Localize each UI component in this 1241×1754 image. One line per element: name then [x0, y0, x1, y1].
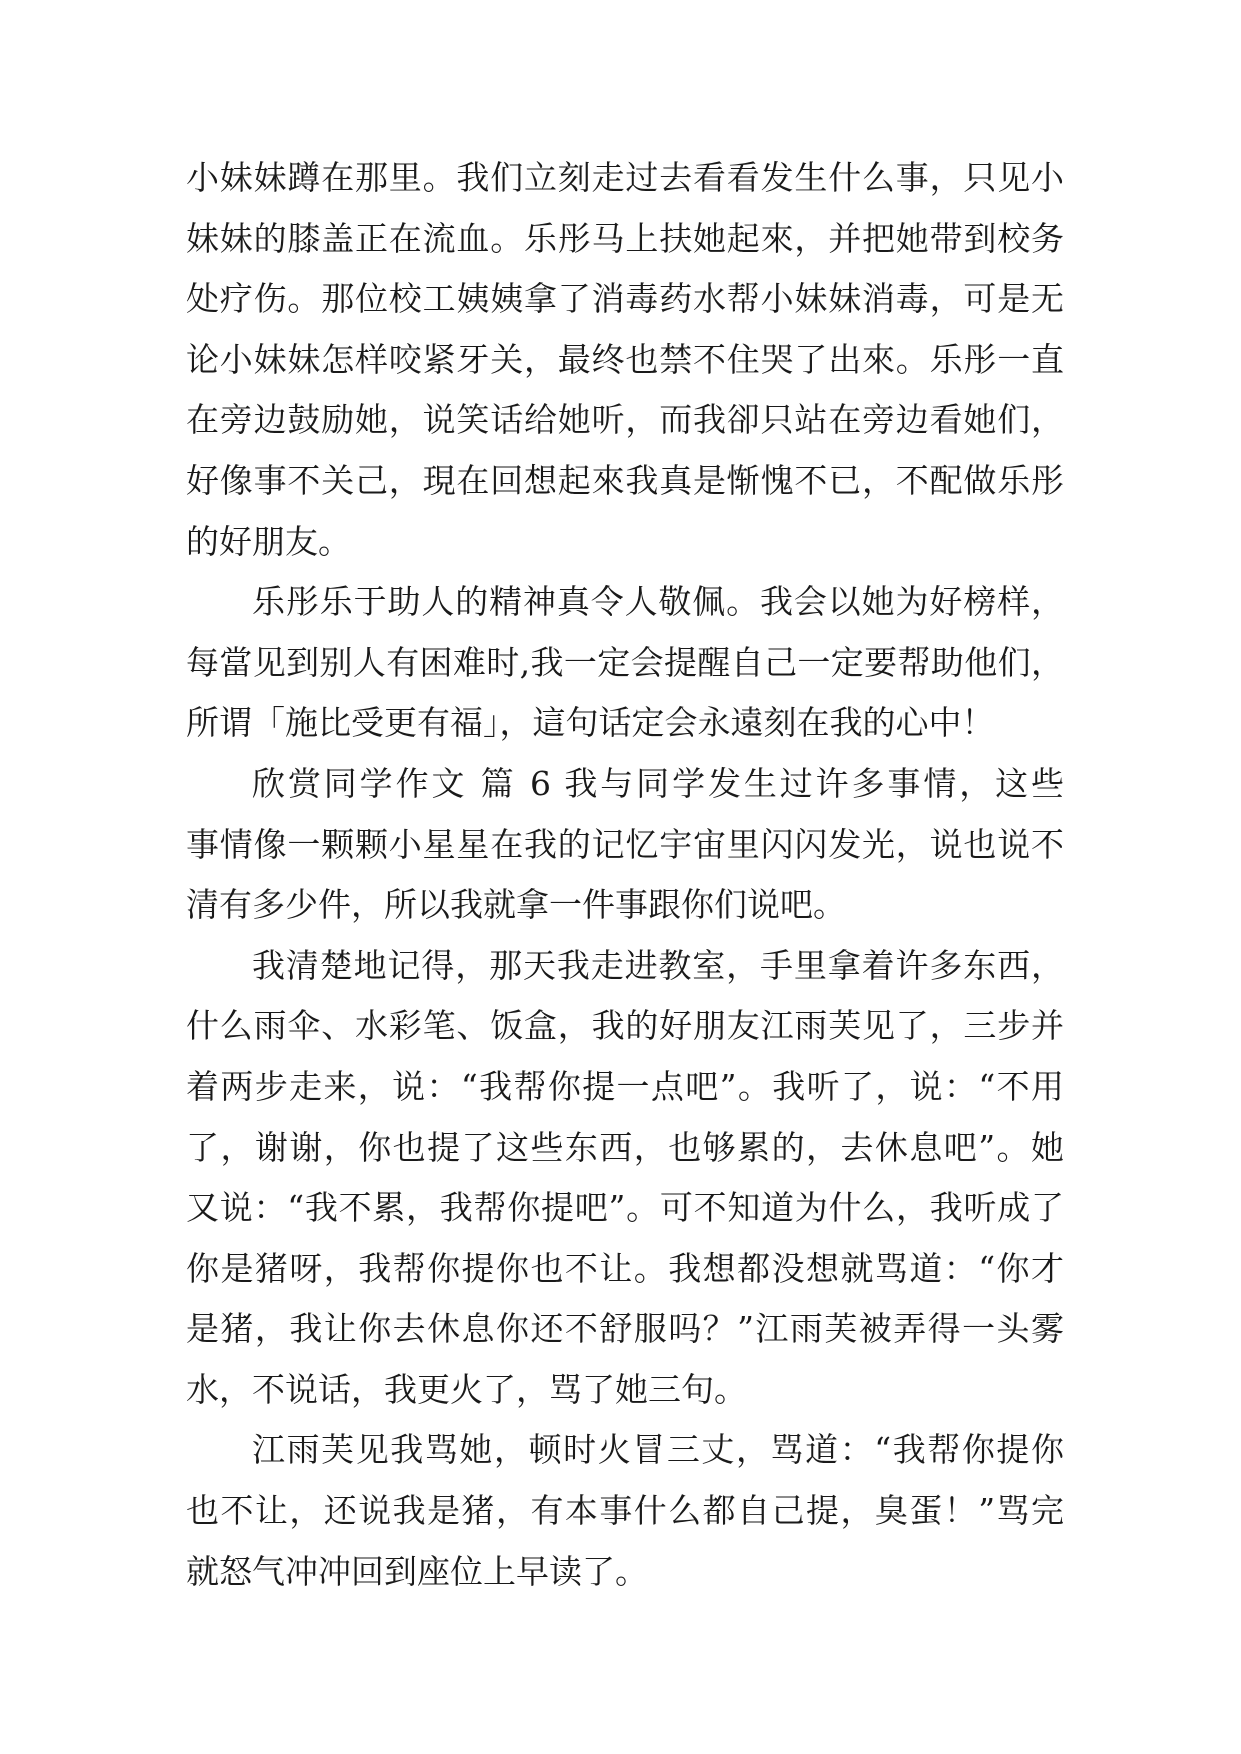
text-line: 是猪，我让你去休息你还不舒服吗？”江雨芙被弄得一头雾 — [186, 1309, 1064, 1349]
text-line: 我清楚地记得，那天我走进教室，手里拿着许多东西， — [252, 945, 1064, 985]
text-line: 了，谢谢，你也提了这些东西，也够累的，去休息吧”。她 — [186, 1127, 1064, 1167]
text-line: 好像事不关己，現在回想起來我真是惭愧不已，不配做乐彤 — [186, 460, 1064, 500]
text-line: 就怒气冲冲回到座位上早读了。 — [186, 1551, 648, 1591]
text-line: 的好朋友。 — [186, 521, 351, 561]
text-line: 处疗伤。那位校工姨姨拿了消毒药水帮小妹妹消毒，可是无 — [186, 279, 1064, 319]
text-line: 水，不说话，我更火了，骂了她三句。 — [186, 1369, 747, 1409]
text-line: 又说：“我不累，我帮你提吧”。可不知道为什么，我听成了 — [186, 1188, 1064, 1228]
text-line: 你是猪呀，我帮你提你也不让。我想都没想就骂道：“你才 — [186, 1248, 1064, 1288]
text-line: 欣赏同学作文 篇 6 我与同学发生过许多事情，这些 — [252, 763, 1064, 803]
text-line: 所谓「施比受更有福」，這句话定会永遠刻在我的心中！ — [186, 703, 995, 743]
text-line: 每當见到别人有困难时,我一定会提醒自己一定要帮助他们， — [186, 642, 1064, 682]
text-line: 江雨芙见我骂她，顿时火冒三丈，骂道：“我帮你提你 — [252, 1430, 1064, 1470]
text-line: 着两步走来，说：“我帮你提一点吧”。我听了，说：“不用 — [186, 1066, 1064, 1106]
essay-body — [186, 148, 1064, 1602]
text-line: 妹妹的膝盖正在流血。乐彤马上扶她起來，并把她带到校务 — [186, 218, 1064, 258]
text-line: 乐彤乐于助人的精神真令人敬佩。我会以她为好榜样， — [252, 582, 1064, 622]
text-line: 在旁边鼓励她，说笑话给她听，而我卻只站在旁边看她们， — [186, 400, 1064, 440]
text-line: 事情像一颗颗小星星在我的记忆宇宙里闪闪发光，说也说不 — [186, 824, 1064, 864]
text-line: 小妹妹蹲在那里。我们立刻走过去看看发生什么事，只见小 — [186, 158, 1064, 197]
text-line: 什么雨伞、水彩笔、饭盒，我的好朋友江雨芙见了，三步并 — [186, 1006, 1064, 1046]
text-line: 清有多少件，所以我就拿一件事跟你们说吧。 — [186, 885, 846, 925]
text-line: 论小妹妹怎样咬紧牙关，最终也禁不住哭了出來。乐彤一直 — [186, 339, 1064, 379]
text-line: 也不让，还说我是猪，有本事什么都自己提，臭蛋！”骂完 — [186, 1491, 1064, 1531]
